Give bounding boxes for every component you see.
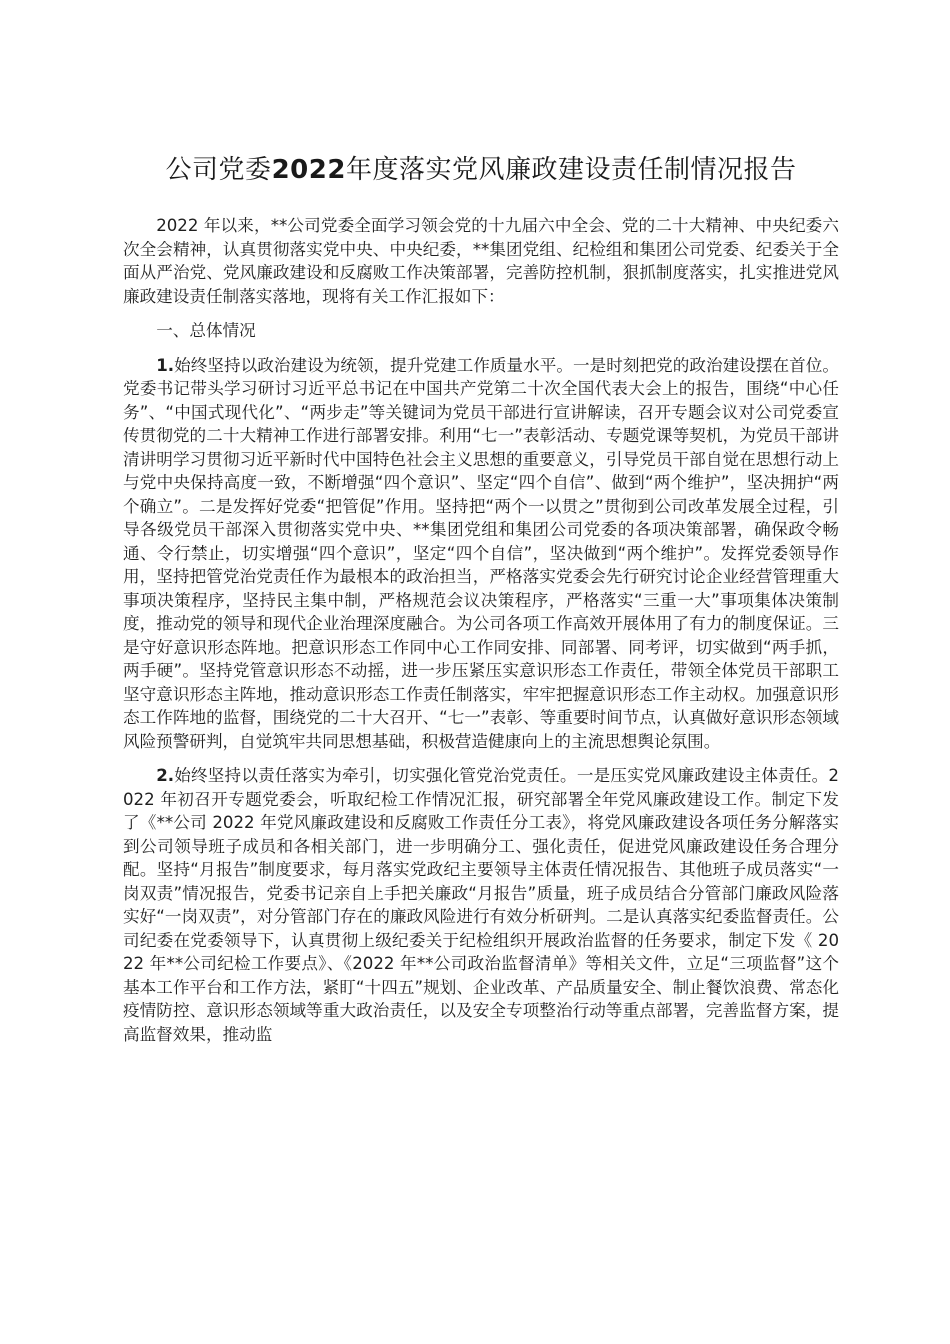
title-suffix: 年度落实党风廉政建设责任制情况报告 <box>345 155 797 185</box>
section-text: 始终坚持以政治建设为统领，提升党建工作质量水平。一是时刻把党的政治建设摆在首位。党委书记带头学习研讨习近平总书记在中国共产党第二十次全国代表大会上的报告，围绕“中心任务”、“中国式现代化”、“两步走”等关键词为党员干部进行宣讲解读，召开专题会议对公司党委宣传贯彻党的二十大精神工作进行部署安排。利用“七一”表彰活动、专题党课等契机，为党员干部讲清讲明学习贯彻习近平新时代中国特色社会主义思想的重要意义，引导党员干部自觉在思想行动上与党中央保持高度一致，不断增强“四个意识”、坚定“四个自信”、做到“两个维护”，坚决拥护“两个确立”。二是发挥好党委“把管促”作用。坚持把“两个一以贯之”贯彻到公司改革发展全过程，引导各级党员干部深入贯彻落实党中央、**集团党组和集团公司党委的各项决策部署，确保政令畅通、令行禁止，切实增强“四个意识”，坚定“四个自信”，坚决做到“两个维护”。发挥党委领导作用，坚持把管党治党责任作为最根本的政治担当，严格落实党委会先行研究讨论企业经营管理重大事项决策程序，坚持民主集中制，严格规范会议决策程序，严格落实“三重一大”事项集体决策制度，推动党的领导和现代企业治理深度融合。为公司各项工作高效开展体用了有力的制度保证。三是守好意识形态阵地。把意识形态工作同中心工作同安排、同部署、同考评，切实做到“两手抓，两手硬”。坚持党管意识形态不动摇，进一步压紧压实意识形态工作责任，带领全体党员干部职工坚守意识形态主阵地，推动意识形态工作责任制落实，牢牢把握意识形态工作主动权。加强意识形态工作阵地的监督，围绕党的二十大召开、“七一”表彰、等重要时间节点，认真做好意识形态领域风险预警研判，自觉筑牢共同思想基础，积极营造健康向上的主流思想舆论氛围。 <box>123 355 839 751</box>
section-text: 始终坚持以责任落实为牵引，切实强化管党治党责任。一是压实党风廉政建设主体责任。2022 年初召开专题党委会，听取纪检工作情况汇报，研究部署全年党风廉政建设工作。制定下发了《**公司 2022 年党风廉政建设和反腐败工作责任分工表》，将党风廉政建设各项任务分解落实到公司领导班子成员和各相关部门，进一步明确分工、强化责任，促进党风廉政建设任务合理分配。坚持“月报告”制度要求，每月落实党政纪主要领导主体责任情况报告、其他班子成员落实“一岗双责”情况报告，党委书记亲自上手把关廉政“月报告”质量，班子成员结合分管部门廉政风险落实好“一岗双责”，对分管部门存在的廉政风险进行有效分析研判。二是认真落实纪委监督责任。公司纪委在党委领导下，认真贯彻上级纪委关于纪检组织开展政治监督的任务要求，制定下发《 2022 年**公司纪检工作要点》、《2022 年**公司政治监督清单》等相关文件，立足“三项监督”这个基本工作平台和工作方法，紧盯“十四五”规划、企业改革、产品质量安全、制止餐饮浪费、常态化疫情防控、意识形态领域等重大政治责任，以及安全专项整治行动等重点部署，完善监督方案，提高监督效果，推动监 <box>123 766 839 1044</box>
section-heading: 一、总体情况 <box>156 321 256 340</box>
section-number: 1. <box>156 355 175 375</box>
document-title <box>123 150 839 190</box>
section-number: 2. <box>156 766 175 785</box>
document-page <box>123 150 839 1057</box>
title-prefix: 公司党委 <box>165 155 272 185</box>
title-year: 2022 <box>271 155 346 185</box>
section-paragraph-2 <box>123 764 839 1046</box>
section-paragraph-1 <box>123 354 839 754</box>
intro-paragraph: 2022 年以来，**公司党委全面学习领会党的十九届六中全会、党的二十大精神、中央纪委六次全会精神，认真贯彻落实党中央、中央纪委，**集团党组、纪检组和集团公司党委、纪委关于全面从严治党、党风廉政建设和反腐败工作决策部署，完善防控机制，狠抓制度落实，扎实推进党风廉政建设责任制落实落地，现将有关工作汇报如下： <box>123 216 839 306</box>
